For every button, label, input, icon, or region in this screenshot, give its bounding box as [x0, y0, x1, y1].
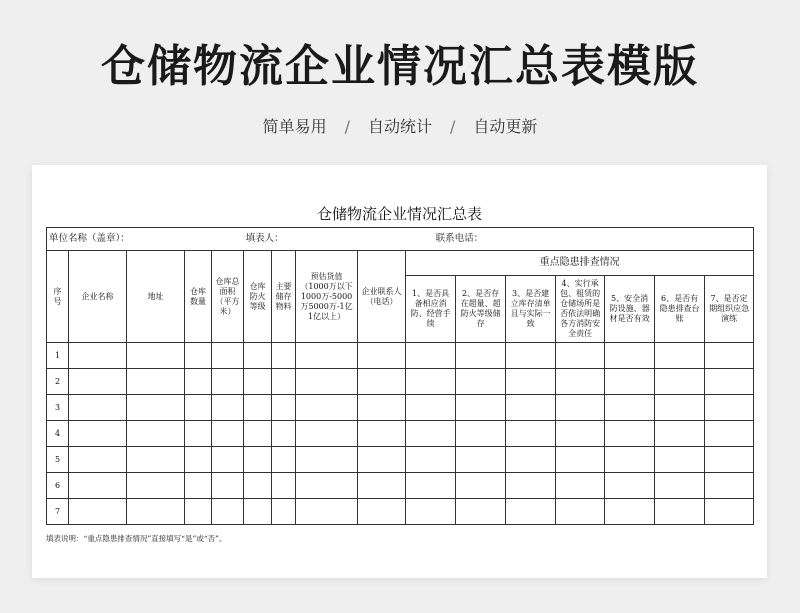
filler-label: 填表人： — [244, 228, 406, 251]
table-cell[interactable] — [705, 473, 754, 499]
hazard-group-header: 重点隐患排查情况 — [406, 251, 754, 276]
table-cell[interactable] — [605, 421, 655, 447]
table-cell[interactable] — [506, 395, 556, 421]
table-cell[interactable] — [506, 369, 556, 395]
unit-name-label: 单位名称（盖章）： — [47, 228, 244, 251]
table-cell[interactable] — [406, 473, 456, 499]
fill-instructions: 填表说明：“重点隐患排查情况”直接填写“是”或“否”。 — [46, 534, 227, 543]
table-cell[interactable] — [556, 343, 605, 369]
table-cell[interactable] — [655, 343, 705, 369]
table-cell[interactable] — [69, 499, 127, 525]
table-row — [47, 395, 754, 421]
info-row — [47, 228, 754, 251]
table-row — [47, 499, 754, 525]
table-cell[interactable] — [212, 369, 244, 395]
table-cell[interactable] — [296, 421, 358, 447]
table-cell[interactable] — [244, 447, 272, 473]
table-row — [47, 343, 754, 369]
table-cell[interactable] — [655, 473, 705, 499]
tagline — [0, 114, 800, 137]
table-cell[interactable] — [358, 421, 406, 447]
table-cell[interactable] — [406, 343, 456, 369]
col-company: 企业名称 — [69, 251, 127, 343]
table-cell[interactable] — [406, 499, 456, 525]
table-cell[interactable] — [705, 421, 754, 447]
table-cell[interactable] — [185, 447, 212, 473]
table-cell[interactable] — [358, 499, 406, 525]
col-hazard-1: 1、是否具备相应消防、经营手续 — [406, 276, 456, 343]
table-cell[interactable] — [244, 369, 272, 395]
table-cell[interactable] — [212, 395, 244, 421]
table-cell[interactable] — [127, 473, 185, 499]
table-cell[interactable] — [296, 473, 358, 499]
col-hazard-7: 7、是否定期组织应急演练 — [705, 276, 754, 343]
table-cell[interactable] — [127, 395, 185, 421]
table-cell[interactable] — [406, 421, 456, 447]
table-cell[interactable] — [296, 499, 358, 525]
table-cell[interactable] — [272, 421, 296, 447]
table-cell[interactable] — [556, 473, 605, 499]
row-number: 5 — [47, 447, 69, 473]
table-cell[interactable] — [456, 421, 506, 447]
table-cell[interactable] — [605, 447, 655, 473]
col-hazard-5: 5、安全消防设施、器材是否有效 — [605, 276, 655, 343]
tag-separator: / — [450, 117, 456, 136]
table-cell[interactable] — [506, 499, 556, 525]
table-cell[interactable] — [212, 473, 244, 499]
table-cell[interactable] — [456, 447, 506, 473]
table-cell[interactable] — [456, 343, 506, 369]
table-cell[interactable] — [296, 395, 358, 421]
table-cell[interactable] — [506, 473, 556, 499]
table-cell[interactable] — [655, 421, 705, 447]
table-cell[interactable] — [605, 499, 655, 525]
row-number: 4 — [47, 421, 69, 447]
col-fire-level: 仓库防火等级 — [244, 251, 272, 343]
table-cell[interactable] — [244, 421, 272, 447]
col-hazard-2: 2、是否存在超量、超防火等级储存 — [456, 276, 506, 343]
table-cell[interactable] — [244, 343, 272, 369]
table-cell[interactable] — [605, 395, 655, 421]
table-cell[interactable] — [212, 421, 244, 447]
table-cell[interactable] — [456, 473, 506, 499]
table-cell[interactable] — [506, 421, 556, 447]
table-cell[interactable] — [272, 395, 296, 421]
table-cell[interactable] — [69, 421, 127, 447]
table-cell[interactable] — [69, 395, 127, 421]
col-area: 仓库总面积（平方米） — [212, 251, 244, 343]
table-cell[interactable] — [358, 473, 406, 499]
page-title: 仓储物流企业情况汇总表模版 — [101, 41, 699, 92]
table-cell[interactable] — [406, 447, 456, 473]
table-cell[interactable] — [358, 395, 406, 421]
table-cell[interactable] — [127, 499, 185, 525]
table-cell[interactable] — [212, 499, 244, 525]
table-cell[interactable] — [69, 473, 127, 499]
table-cell[interactable] — [456, 369, 506, 395]
table-cell[interactable] — [358, 343, 406, 369]
col-contact: 企业联系人（电话） — [358, 251, 406, 343]
table-cell[interactable] — [296, 447, 358, 473]
row-number: 6 — [47, 473, 69, 499]
col-hazard-3: 3、是否建立库存清单且与实际一致 — [506, 276, 556, 343]
table-cell[interactable] — [185, 473, 212, 499]
table-cell[interactable] — [556, 421, 605, 447]
phone-label: 联系电话： — [406, 228, 754, 251]
table-cell[interactable] — [127, 343, 185, 369]
table-cell[interactable] — [272, 343, 296, 369]
row-number: 2 — [47, 369, 69, 395]
col-warehouse-count: 仓库数量 — [185, 251, 212, 343]
row-number: 7 — [47, 499, 69, 525]
table-cell[interactable] — [244, 473, 272, 499]
table-cell[interactable] — [127, 447, 185, 473]
col-address: 地址 — [127, 251, 185, 343]
table-cell[interactable] — [244, 499, 272, 525]
col-goods: 主要储存物料 — [272, 251, 296, 343]
table-cell[interactable] — [605, 343, 655, 369]
table-cell[interactable] — [556, 395, 605, 421]
header-row — [47, 251, 754, 276]
table-cell[interactable] — [272, 499, 296, 525]
table-cell[interactable] — [272, 447, 296, 473]
table-cell[interactable] — [705, 343, 754, 369]
table-cell[interactable] — [456, 499, 506, 525]
table-cell[interactable] — [272, 473, 296, 499]
col-hazard-4: 4、实行承包、租赁的仓储场所是否依法明确各方消防安全责任 — [556, 276, 605, 343]
table-cell[interactable] — [212, 343, 244, 369]
table-cell[interactable] — [556, 447, 605, 473]
col-value: 预估货值（1000万以下1000万-5000万5000万-1亿1亿以上） — [296, 251, 358, 343]
table-cell[interactable] — [705, 499, 754, 525]
table-row — [47, 473, 754, 499]
table-cell[interactable] — [456, 395, 506, 421]
table-cell[interactable] — [69, 447, 127, 473]
table-cell[interactable] — [655, 447, 705, 473]
table-cell[interactable] — [705, 447, 754, 473]
table-cell[interactable] — [705, 395, 754, 421]
table-cell[interactable] — [296, 343, 358, 369]
table-cell[interactable] — [655, 395, 705, 421]
sheet-title: 仓储物流企业情况汇总表 — [316, 205, 482, 223]
summary-table — [46, 227, 754, 525]
table-cell[interactable] — [556, 369, 605, 395]
table-cell[interactable] — [244, 395, 272, 421]
table-cell[interactable] — [185, 369, 212, 395]
tag-auto-update: 自动更新 — [473, 117, 538, 136]
spreadsheet-preview — [32, 165, 767, 578]
tag-separator: / — [344, 117, 350, 136]
table-row — [47, 447, 754, 473]
table-row — [47, 369, 754, 395]
table-cell[interactable] — [127, 421, 185, 447]
col-seq: 序号 — [47, 251, 69, 343]
table-cell[interactable] — [296, 369, 358, 395]
table-cell[interactable] — [556, 499, 605, 525]
table-cell[interactable] — [406, 369, 456, 395]
table-cell[interactable] — [605, 369, 655, 395]
table-cell[interactable] — [655, 499, 705, 525]
col-hazard-6: 6、是否有隐患排查台账 — [655, 276, 705, 343]
table-cell[interactable] — [185, 421, 212, 447]
row-number: 3 — [47, 395, 69, 421]
table-cell[interactable] — [185, 499, 212, 525]
tag-auto-stat: 自动统计 — [367, 117, 432, 136]
table-cell[interactable] — [655, 369, 705, 395]
row-number: 1 — [47, 343, 69, 369]
table-cell[interactable] — [69, 369, 127, 395]
table-cell[interactable] — [212, 447, 244, 473]
table-cell[interactable] — [406, 395, 456, 421]
table-cell[interactable] — [185, 395, 212, 421]
table-cell[interactable] — [127, 369, 185, 395]
tag-easy: 简单易用 — [262, 117, 327, 136]
table-cell[interactable] — [69, 343, 127, 369]
table-row — [47, 421, 754, 447]
table-cell[interactable] — [705, 369, 754, 395]
table-cell[interactable] — [605, 473, 655, 499]
table-cell[interactable] — [358, 447, 406, 473]
table-cell[interactable] — [506, 447, 556, 473]
table-cell[interactable] — [185, 343, 212, 369]
table-cell[interactable] — [358, 369, 406, 395]
table-cell[interactable] — [506, 343, 556, 369]
table-cell[interactable] — [272, 369, 296, 395]
